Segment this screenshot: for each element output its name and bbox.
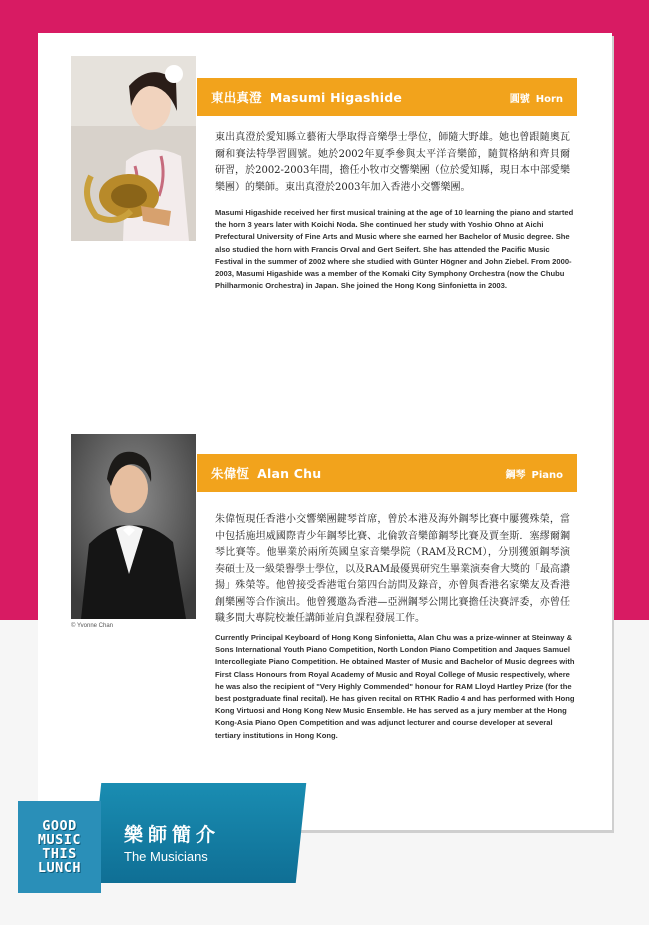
good-music-this-lunch-logo bbox=[18, 801, 101, 893]
musician-name: 朱偉恆 Alan Chu bbox=[211, 466, 322, 481]
musician-header-higashide bbox=[197, 78, 577, 116]
section-title-english: The Musicians bbox=[124, 849, 208, 864]
logo-line: MUSIC bbox=[37, 832, 82, 848]
bio-chinese-higashide: 東出真澄於愛知縣立藝術大學取得音樂學士學位，師隨大野雄。她也曾跟隨奧瓦爾和賽法特學習圓號。她於2002年夏季參與太平洋音樂節，隨賀格納和齊貝爾研習，於2002-2003年間，擔任小牧市交響樂團（位於愛知縣，現日本中部愛樂樂團）的樂師。東出真澄於2003年加入香港小交響樂團。 bbox=[215, 132, 570, 193]
musician-instrument: 圓號 Horn bbox=[509, 93, 563, 105]
photo-credit: © Yvonne Chan bbox=[71, 623, 114, 629]
logo-line: GOOD bbox=[42, 818, 77, 834]
section-title bbox=[124, 820, 220, 864]
logo-line: LUNCH bbox=[37, 860, 82, 876]
musician-photo-higashide bbox=[71, 56, 196, 241]
bio-english-chu: Currently Principal Keyboard of Hong Kong Sinfonietta, Alan Chu was a prize-winner at Steinway & Sons International Youth Piano Competition, North London Piano Competition and Jaques Samuel Intercollegiate Piano Competition. He obtained Master of Music and Bachelor of Music degrees with First Class Honours from Royal Academy of Music and Royal College of Music respectively, where he was also the recipient of "Very Highly Commended" honour for RAM Lloyd Hartley Prize (for the best postgraduate final recital). He has given recital on RTHK Radio 4 and has performed with Hong Kong Virtuosi and Hong Kong New Music Ensemble. He has served as a jury member at the Hong Kong-Asia Piano Open Competition and was adjunct lecturer and course developer at several tertiary institutions in Hong Kong. bbox=[215, 633, 575, 740]
musician-photo-chu bbox=[71, 434, 196, 619]
bio-chinese-chu: 朱偉恆現任香港小交響樂團鍵琴首席，曾於本港及海外鋼琴比賽中屢獲殊榮，當中包括施坦威國際青少年鋼琴比賽、北倫敦音樂節鋼琴比賽及賈奎斯．塞繆爾鋼琴比賽等。他畢業於兩所英國皇家音樂學院（RAM及RCM），分別獲頒鋼琴演奏碩士及一級榮譽學士學位，以及RAM最優異研究生畢業演奏會大獎的「最高讚揚」殊榮等。他曾接受香港電台第四台訪問及錄音，亦曾與香港名家樂友及香港創樂團等合作演出。他曾獲邀為香港—亞洲鋼琴公開比賽擔任決賽評委，亦曾任職多間大專院校兼任講師並肩負課程發展工作。 bbox=[215, 514, 570, 624]
bio-english-higashide: Masumi Higashide received her first musical training at the age of 10 learning the piano and started the horn 3 years later with Koichi Noda. She continued her study with Yoshio Ohno at Aichi Prefectural University of Fine Arts and Music where she earned her Bachelor of Music degree. She also studied the horn with Francis Orval and Gert Seifert. She has attended the Pacific Music Festival in the summer of 2002 where she studied with Günter Högner and John Ziebel. From 2000-2003, Masumi Higashide was a member of the Komaki City Symphony Orchestra (now the Chubu Philharmonic Orchestra) in Japan. She joined the Hong Kong Sinfonietta in 2003. bbox=[215, 208, 574, 291]
section-title-chinese: 樂師簡介 bbox=[124, 824, 221, 846]
musician-name: 東出真澄 Masumi Higashide bbox=[211, 90, 403, 105]
logo-line: THIS bbox=[42, 846, 77, 862]
musician-instrument: 鋼琴 Piano bbox=[505, 469, 563, 481]
musician-header-chu bbox=[197, 454, 577, 492]
